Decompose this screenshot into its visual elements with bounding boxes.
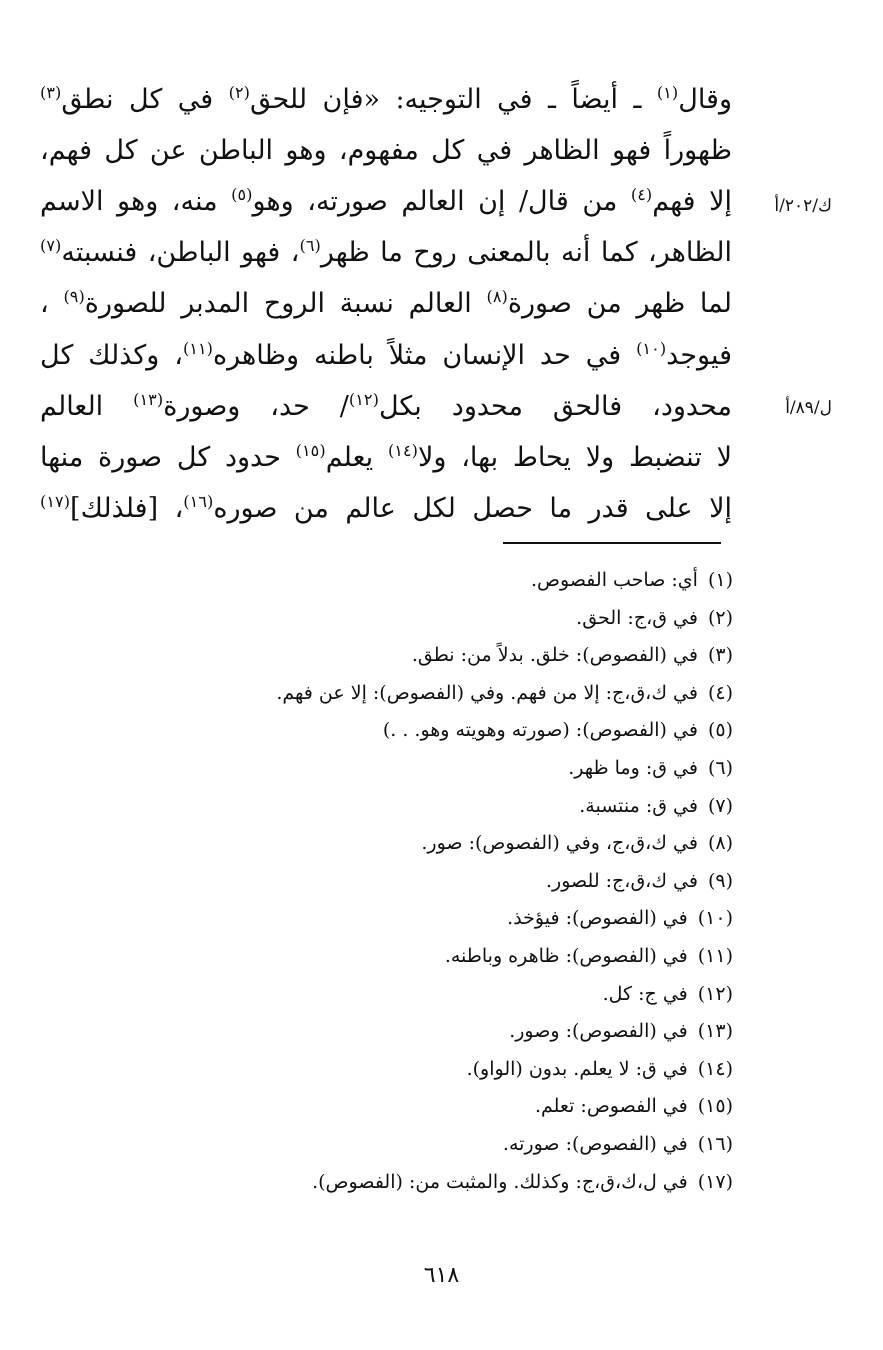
footnote-item	[133, 829, 733, 857]
footnote-number: (٨)	[707, 832, 733, 854]
footnote-item	[133, 980, 733, 1008]
footnote-item	[133, 754, 733, 782]
footnote-text: في (الفصوص): (صورته وهويته وهو. . .)	[382, 719, 698, 741]
footnote-item	[133, 867, 733, 895]
footnote-text: في (الفصوص): صورته.	[502, 1133, 688, 1155]
footnote-number: (١٠)	[697, 907, 733, 929]
main-text-line: ظهوراً فهو الظاهر في كل مفهوم، وهو الباطن عن كل فهم،	[40, 135, 732, 166]
footnote-item	[133, 716, 733, 744]
footnote-text: في ك،ق،ج: للصور.	[546, 870, 698, 892]
footnote-number: (١٥)	[697, 1095, 733, 1117]
footnote-number: (٦)	[707, 757, 733, 779]
footnote-text: في ك،ق،ج، وفي (الفصوص): صور.	[421, 832, 698, 854]
margin-folio-note: ك/٢٠٢/أ	[774, 196, 832, 216]
footnote-item	[133, 1017, 733, 1045]
main-text-line: الظاهر، كما أنه بالمعنى روح ما ظهر$^{(٦)}$، فهو الباطن، فنسبته$^{(٧)}$	[40, 236, 732, 268]
footnote-text: في ق،ج: الحق.	[576, 607, 698, 629]
footnote-item	[133, 1055, 733, 1083]
footnote-text: في الفصوص: تعلم.	[534, 1095, 688, 1117]
footnote-item	[133, 1168, 733, 1196]
footnote-number: (٢)	[707, 607, 733, 629]
main-text-line: محدود، فالحق محدود بكل$^{(١٢)}$/ حد، وصورة$^{(١٣)}$ العالم	[40, 390, 732, 422]
footnote-text: في (الفصوص): ظاهره وباطنه.	[444, 945, 688, 967]
footnote-text: في ج: كل.	[602, 983, 688, 1005]
footnote-number: (٩)	[707, 870, 733, 892]
main-text-line: إلا على قدر ما حصل لكل عالم من صوره$^{(١٦)}$، [فلذلك]$^{(١٧)}$	[40, 492, 732, 524]
page-number: ٦١٨	[423, 1263, 460, 1288]
footnote-text: في ل،ك،ق،ج: وكذلك. والمثبت من: (الفصوص).	[312, 1171, 688, 1193]
main-text-line: لا تنضبط ولا يحاط بها، ولا$^{(١٤)}$ يعلم$^{(١٥)}$ حدود كل صورة منها	[40, 441, 733, 473]
footnote-item	[133, 641, 733, 669]
margin-folio-note: ل/٨٩/أ	[785, 398, 832, 418]
footnote-item	[133, 566, 733, 594]
footnote-text: في ق: منتسبة.	[579, 795, 698, 817]
footnote-item	[133, 1092, 733, 1120]
footnote-text: في (الفصوص): وصور.	[509, 1020, 688, 1042]
footnote-number: (١٣)	[697, 1020, 733, 1042]
footnote-separator	[503, 542, 721, 544]
footnote-number: (٣)	[707, 644, 733, 666]
footnote-number: (١)	[707, 569, 733, 591]
footnote-text: في ق: لا يعلم. بدون (الواو).	[466, 1058, 688, 1080]
footnote-item	[133, 604, 733, 632]
footnote-item	[133, 792, 733, 820]
main-text-line: فيوجد$^{(١٠)}$ في حد الإنسان مثلاً باطنه وظاهره$^{(١١)}$، وكذلك كل	[40, 339, 733, 371]
footnote-item	[133, 942, 733, 970]
main-text-line: إلا فهم$^{(٤)}$ من قال/ إن العالم صورته، وهو$^{(٥)}$ منه، وهو الاسم	[40, 185, 733, 217]
footnote-text: في (الفصوص): خلق. بدلاً من: نطق.	[411, 644, 698, 666]
main-text-line: لما ظهر من صورة$^{(٨)}$ العالم نسبة الروح المدبر للصورة$^{(٩)}$ ،	[40, 287, 732, 319]
footnote-text: في (الفصوص): فيؤخذ.	[507, 907, 688, 929]
footnote-text: في ق: وما ظهر.	[568, 757, 698, 779]
footnote-number: (١١)	[697, 945, 733, 967]
footnote-number: (٥)	[707, 719, 733, 741]
footnote-number: (٤)	[707, 682, 733, 704]
footnote-item	[133, 1130, 733, 1158]
footnote-item	[133, 679, 733, 707]
footnote-number: (٧)	[707, 795, 733, 817]
footnote-text: أي: صاحب الفصوص.	[531, 569, 698, 591]
footnote-number: (١٦)	[697, 1133, 733, 1155]
footnote-text: في ك،ق،ج: إلا من فهم. وفي (الفصوص): إلا عن فهم.	[276, 682, 698, 704]
main-text-line: وقال$^{(١)}$ ـ أيضاً ـ في التوجيه: «فإن للحق$^{(٢)}$ في كل نطق$^{(٣)}$	[40, 83, 732, 115]
footnote-item	[133, 904, 733, 932]
footnote-number: (١٢)	[697, 983, 733, 1005]
footnote-number: (١٧)	[697, 1171, 733, 1193]
footnote-number: (١٤)	[697, 1058, 733, 1080]
